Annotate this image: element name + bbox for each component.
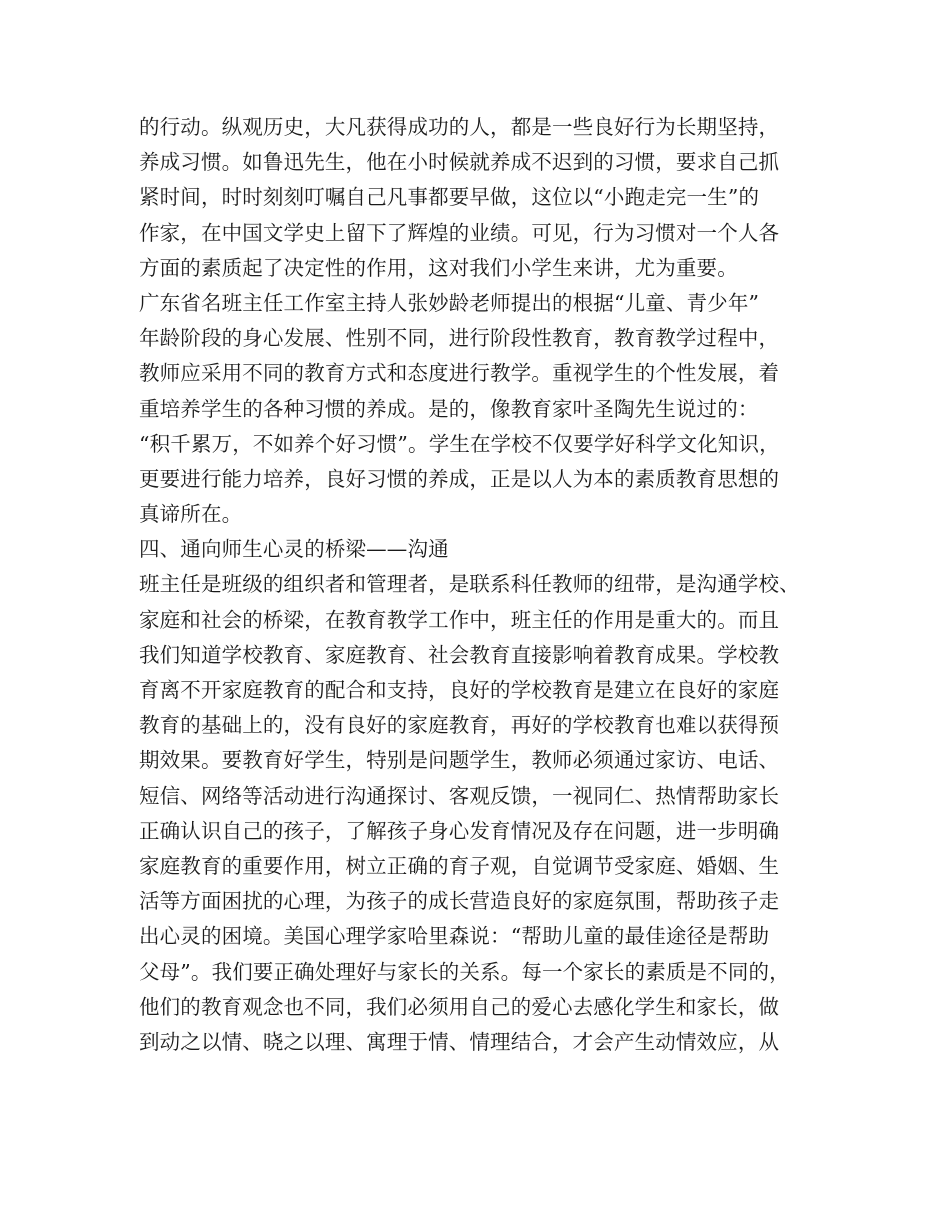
text-line: “积千累万，不如养个好习惯”。学生在学校不仅要学好科学文化知识，: [139, 431, 780, 456]
text-line: 教育的基础上的，没有良好的家庭教育，再好的学校教育也难以获得预: [139, 713, 780, 738]
text-line: 年龄阶段的身心发展、性别不同，进行阶段性教育，教育教学过程中，: [139, 326, 780, 351]
text-line: 正确认识自己的孩子，了解孩子身心发育情况及存在问题，进一步明确: [139, 818, 780, 843]
document-body-text: [139, 110, 829, 1060]
text-line: 活等方面困扰的心理，为孩子的成长营造良好的家庭氛围，帮助孩子走: [139, 889, 780, 914]
text-line: 的行动。纵观历史，大凡获得成功的人，都是一些良好行为长期坚持，: [139, 115, 780, 139]
text-line: 到动之以情、晓之以理、寓理于情、情理结合，才会产生动情效应，从: [139, 1029, 780, 1054]
text-line: 真谛所在。: [139, 502, 243, 527]
text-line: 四、通向师生心灵的桥梁——沟通: [139, 537, 449, 562]
text-line: 方面的素质起了决定性的作用，这对我们小学生来讲，尤为重要。: [139, 255, 738, 280]
text-line: 家庭教育的重要作用，树立正确的育子观，自觉调节受家庭、婚姻、生: [139, 853, 780, 878]
text-line: 他们的教育观念也不同，我们必须用自己的爱心去感化学生和家长，做: [139, 994, 780, 1019]
text-line: 教师应采用不同的教育方式和态度进行教学。重视学生的个性发展，着: [139, 361, 780, 386]
text-line: 短信、网络等活动进行沟通探讨、客观反馈，一视同仁、热情帮助家长: [139, 783, 780, 808]
text-line: 出心灵的困境。美国心理学家哈里森说：“帮助儿童的最佳途径是帮助: [139, 924, 770, 949]
text-line: 家庭和社会的桥梁，在教育教学工作中，班主任的作用是重大的。而且: [139, 607, 780, 632]
text-line: 养成习惯。如鲁迅先生，他在小时候就养成不迟到的习惯，要求自己抓: [139, 150, 780, 175]
text-line: 育离不开家庭教育的配合和支持，良好的学校教育是建立在良好的家庭: [139, 678, 780, 702]
text-line: 我们知道学校教育、家庭教育、社会教育直接影响着教育成果。学校教: [139, 642, 780, 667]
text-line: 广东省名班主任工作室主持人张妙龄老师提出的根据“儿童、青少年”: [139, 290, 760, 315]
text-line: 作家，在中国文学史上留下了辉煌的业绩。可见，行为习惯对一个人各: [139, 220, 780, 245]
text-line: 更要进行能力培养，良好习惯的养成，正是以人为本的素质教育思想的: [139, 466, 780, 491]
text-line: 班主任是班级的组织者和管理者，是联系科任教师的纽带，是沟通学校、: [139, 572, 800, 597]
text-line: 紧时间，时时刻刻叮嘱自己凡事都要早做，这位以“小跑走完一生”的: [139, 185, 760, 210]
text-line: 期效果。要教育好学生，特别是问题学生，教师必须通过家访、电话、: [139, 748, 780, 773]
text-line: 重培养学生的各种习惯的养成。是的，像教育家叶圣陶先生说过的：: [139, 396, 759, 421]
text-line: 父母”。我们要正确处理好与家长的关系。每一个家长的素质是不同的，: [139, 959, 790, 984]
